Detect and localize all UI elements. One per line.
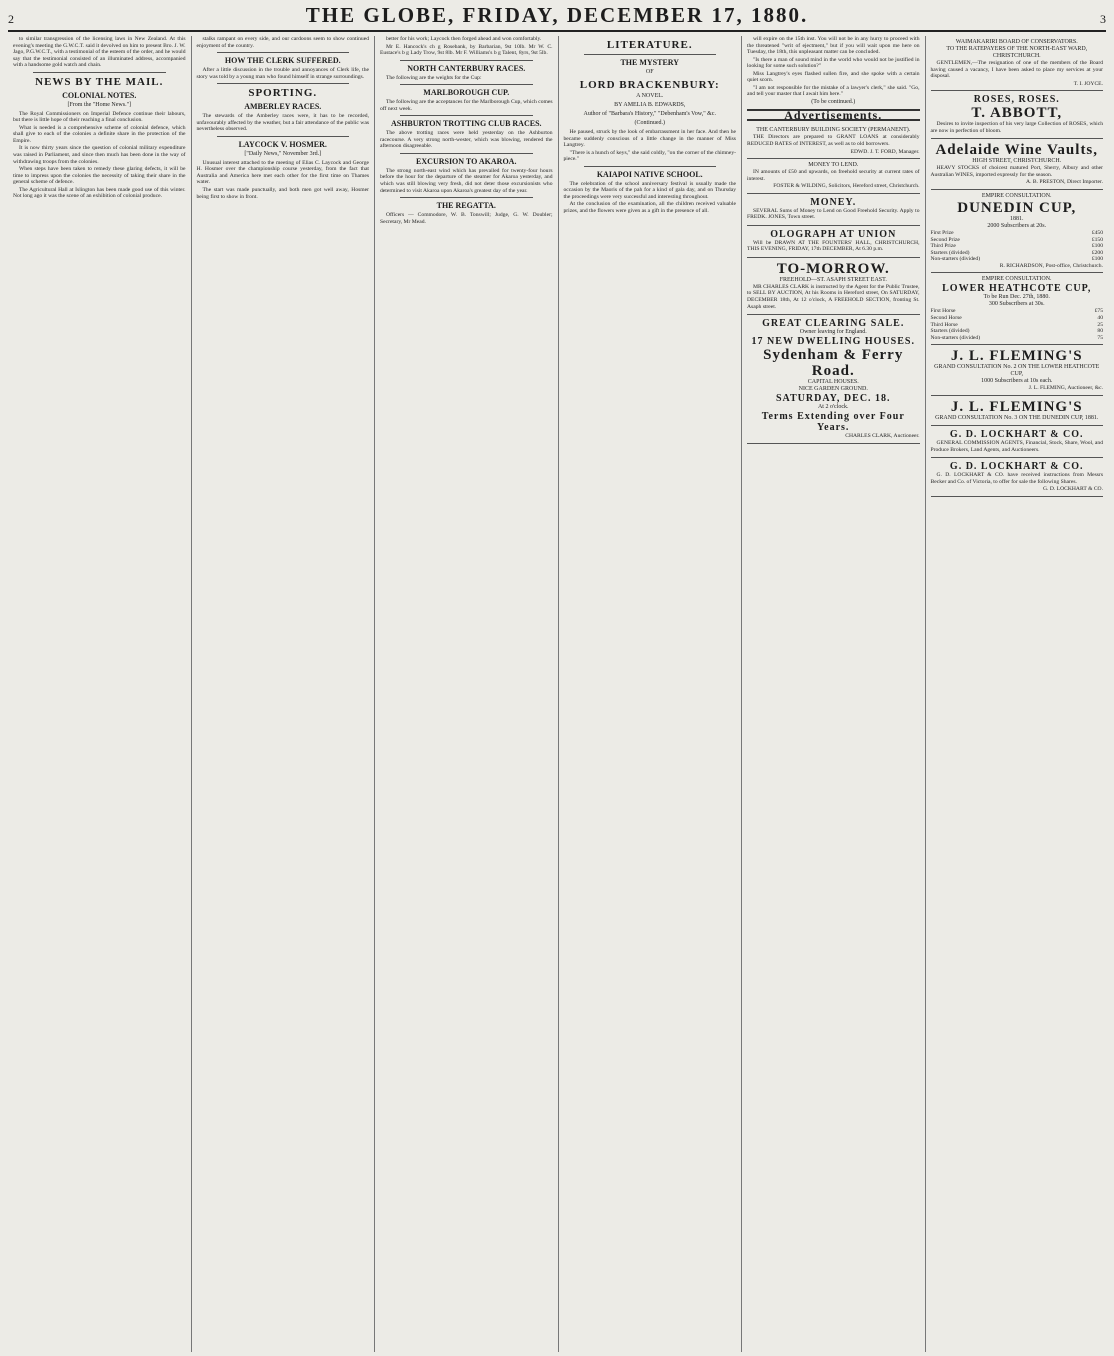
prize-label: First Prize (930, 229, 954, 236)
divider (33, 72, 166, 73)
article-paragraph: will expire on the 15th inst. You will not be in any hurry to proceed with the threatened "writ of ejectment," but if you will wait upon me here on Tuesday, the 18th, this unpleasant matter can be concluded. (747, 36, 920, 56)
divider (400, 60, 533, 61)
prize-value: £100 (1091, 243, 1103, 250)
ad-heading: EMPIRE CONSULTATION. (981, 192, 1052, 199)
ad-heading: Adelaide Wine Vaults, (935, 142, 1099, 159)
divider (217, 52, 350, 53)
prize-row (931, 308, 1104, 315)
prize-label: Non-starters (divided) (930, 256, 981, 263)
ad-signature: FOSTER & WILDING, Solicitors, Hereford street, Christchurch. (773, 183, 920, 190)
prize-value: £450 (1091, 229, 1103, 236)
section-heading: LITERATURE. (606, 39, 693, 51)
article-paragraph: The following are the weights for the Cup: (386, 74, 482, 81)
divider (217, 83, 350, 84)
article-paragraph: The start was made punctually, and both men got well away, Hosmer being first to show in front. (196, 187, 369, 200)
prize-row (931, 237, 1104, 244)
divider (584, 54, 717, 55)
ad-lockhart-1 (931, 426, 1104, 458)
prize-row (931, 243, 1104, 250)
prize-label: Third Horse (930, 321, 958, 328)
prize-row (931, 230, 1104, 237)
ad-tomorrow (747, 258, 920, 315)
ad-heading: MONEY TO LEND. (808, 162, 859, 169)
prize-row (931, 335, 1104, 342)
ad-subheading: FREEHOLD—ST. ASAPH STREET EAST. (779, 276, 887, 283)
article-paragraph: The stewards of the Amberley races were, it has to be recorded, unfavourably affected by the weather, but a fair attendance of the public was nevertheless observed. (196, 113, 369, 133)
ad-fleming-3 (931, 396, 1104, 426)
ad-subheading: 2000 Subscribers at 20s. (987, 222, 1047, 229)
story-continued: (Continued.) (634, 120, 665, 126)
ad-signature: G. D. LOCKHART & CO. (1042, 486, 1103, 493)
article-heading: MARLBOROUGH CUP. (423, 88, 510, 98)
ad-money (747, 194, 920, 226)
ad-subheading: HIGH STREET, CHRISTCHURCH. (972, 158, 1062, 165)
ad-body: G. D. LOCKHART & CO. have received instructions from Messrs Becker and Co. of Victoria, to offer for sale the following Shares. (930, 472, 1103, 485)
ad-body: Desires to invite inspection of his very large Collection of ROSES, which are now in perfection of bloom. (930, 121, 1103, 134)
ad-subheading: 300 Subscribers at 30s. (988, 301, 1045, 308)
ad-title: Sydenham & Ferry Road. (763, 347, 904, 380)
ad-heading: MONEY. (810, 196, 857, 208)
ad-subheading: NICE GARDEN GROUND. (798, 386, 868, 393)
article-heading: COLONIAL NOTES. (62, 90, 137, 100)
article-heading: HOW THE CLERK SUFFERED. (224, 56, 341, 66)
ad-wine-vaults (931, 139, 1104, 190)
ad-signature: J. L. FLEMING, Auctioneer, &c. (1028, 385, 1103, 392)
ad-lockhart-2 (931, 458, 1104, 497)
ad-title: DUNEDIN CUP, (957, 199, 1077, 216)
article-heading: LAYCOCK V. HOSMER. (238, 139, 327, 149)
ad-heading: G. D. LOCKHART & CO. (949, 461, 1084, 473)
ad-year: 1881. (1010, 215, 1024, 222)
prize-value: 40 (1097, 315, 1103, 322)
ad-body: THE Directors are prepared to GRANT LOANS at considerably REDUCED RATES of INTEREST, as well as to old borrowers. (747, 134, 920, 148)
prize-label: Second Prize (930, 236, 960, 243)
ad-subheading: TO THE RATEPAYERS OF THE NORTH-EAST WARD, CHRISTCHURCH. (946, 46, 1088, 59)
ad-date: SATURDAY, DEC. 18. (775, 393, 891, 405)
prize-list (931, 230, 1104, 263)
article-heading: NORTH CANTERBURY RACES. (407, 63, 526, 73)
story-author: BY AMELIA B. EDWARDS, (614, 102, 686, 108)
article-paragraph: When steps have been taken to remedy these glaring defects, it will be time to impress upon the colonies the necessity of taking their share in the general scheme of defence. (13, 166, 186, 186)
article-paragraph: The Agricultural Hall at Islington has been made good use of this winter. Not long ago it was the scene of an exhibition of colonial produce. (13, 186, 186, 200)
ad-signature: CHARLES CLARK, Auctioneer. (845, 433, 920, 440)
ad-subheading: 1000 Subscribers at 10s each. (981, 378, 1053, 385)
advertisements-banner: Advertisements. (747, 109, 920, 122)
article-source: ["Daily News," November 3rd.] (244, 150, 322, 157)
article-paragraph: The Royal Commissioners on Imperial Defence continue their labours, but there is little hope of their reaching a final conclusion. (13, 110, 186, 124)
divider (400, 84, 533, 85)
ad-body: GENERAL COMMISSION AGENTS, Financial, Stock, Share, Wool, and Produce Brokers, Land Agents, and Auctioneers. (930, 439, 1103, 453)
ad-dunedin-cup (931, 190, 1104, 274)
ad-waimakariri (931, 36, 1104, 91)
masthead-title: THE GLOBE, FRIDAY, DECEMBER 17, 1880. (305, 3, 809, 27)
ad-heading: G. D. LOCKHART & CO. (949, 428, 1084, 440)
ad-time: At 2 o'clock. (817, 404, 849, 411)
article-paragraph: The following are the acceptances for the Marlborough Cup, which comes off next week. (380, 99, 553, 112)
ad-feature: 17 NEW DWELLING HOUSES. (751, 336, 915, 348)
divider (584, 166, 717, 167)
column-3 (375, 36, 559, 1352)
prize-value: 80 (1097, 328, 1103, 335)
prize-label: Second Horse (930, 315, 962, 322)
ad-roses (931, 91, 1104, 139)
columns (8, 36, 1108, 1352)
prize-label: Non-starters (divided) (930, 334, 981, 341)
article-paragraph: The strong north-east wind which has prevailed for twenty-four hours before the hour for the departure of the steamer for Akaroa yesterday, and which was still blowing very fresh, did not deter those excursionists who determined to visit Akaroa upon Akaroa's greatest day of the year. (380, 167, 553, 194)
article-heading: AMBERLEY RACES. (244, 102, 322, 112)
article-heading: ASHBURTON TROTTING CLUB RACES. (390, 119, 542, 129)
article-paragraph: Officers — Commodore, W. B. Tonswill; Judge, G. W. Doubler; Secretary, Mr Mead. (380, 212, 553, 225)
ad-body: GENTLEMEN,—The resignation of one of the members of the Board having caused a vacancy, I have been asked to place my services at your disposal. (930, 60, 1103, 80)
prize-row (931, 315, 1104, 322)
ad-building-society (747, 124, 920, 159)
ad-subheading: CAPITAL HOUSES. (807, 379, 859, 386)
article-paragraph: "There is a hunch of keys," she said coldly, "on the corner of the chimney-piece." (563, 149, 736, 163)
article-paragraph: "Is there a man of sound mind in the world who would not be justified in looking for some such solution?" (747, 56, 920, 70)
story-subtitle: A NOVEL. (636, 93, 664, 99)
ad-heading: ROSES, ROSES. (973, 94, 1060, 106)
column-4 (559, 36, 743, 1352)
ad-signature: EDWD. J. T. FORD, Manager. (850, 148, 920, 155)
ad-subheading: To be Run Dec. 27th, 1880. (983, 294, 1050, 301)
story-title: LORD BRACKENBURY: (579, 79, 720, 91)
prize-label: Third Prize (930, 243, 956, 250)
column-1 (8, 36, 192, 1352)
masthead (8, 4, 1106, 32)
masthead-left: 2 (8, 12, 14, 26)
ad-title: T. ABBOTT, (971, 105, 1063, 122)
ad-subheading: Owner leaving for England. (799, 329, 867, 336)
prize-value: £200 (1091, 249, 1103, 256)
ad-heading: TO-MORROW. (776, 260, 890, 277)
prize-label: Starters (divided) (930, 249, 970, 256)
ad-signature: T. I. JOYCE. (1073, 80, 1103, 87)
prize-value: £100 (1091, 256, 1103, 263)
ad-subheading: GRAND CONSULTATION No. 2 ON THE LOWER HEATHCOTE CUP, (934, 364, 1100, 378)
article-heading: THE REGATTA. (436, 201, 496, 211)
ad-fleming-2 (931, 345, 1104, 396)
article-paragraph: The above trotting races were held yesterday on the Ashburton racecourse. A very strong north-wester, which was blowing, rendered the afternoon disagreeable. (380, 130, 553, 150)
article-paragraph: better for his work; Laycock then forged ahead and won comfortably. (386, 36, 542, 42)
ad-heading: EMPIRE CONSULTATION. (981, 276, 1052, 283)
article-paragraph: "I am not responsible for the mistake of a lawyer's clerk," she said. "Go, and tell your master that I await him here." (747, 84, 920, 98)
prize-label: First Horse (930, 308, 956, 315)
divider (400, 153, 533, 154)
divider (217, 136, 350, 137)
prize-label: Starters (divided) (930, 328, 970, 335)
article-paragraph: to similar transgression of the licensing laws in New Zealand. At this evening's meeting the G.W.C.T. said it devolved on him to present Bro. J. W. Jago, P.G.W.C.T., with a testimonial of the esteem of the order, and he would say that the testimonial consisted of an illuminated address, accompanied with a handsome gold watch and chain. (13, 36, 186, 69)
ad-heading: WAIMAKARIRI BOARD OF CONSERVATORS. (955, 39, 1078, 45)
prize-value: £75 (1094, 308, 1103, 315)
divider (400, 115, 533, 116)
prize-value: £150 (1091, 236, 1103, 243)
ad-olograph (747, 226, 920, 258)
article-source: [From the "Home News."] (67, 101, 132, 108)
ad-heading: OLOGRAPH AT UNION (770, 228, 897, 240)
ad-terms: Terms Extending over Four Years. (761, 411, 905, 434)
divider (400, 197, 533, 198)
ad-body: SEVERAL Sums of Money to Lend on Good Freehold Security. Apply to FREDK. JONES, Town street. (747, 207, 920, 221)
prize-value: 75 (1097, 334, 1103, 341)
column-6 (926, 36, 1109, 1352)
story-to-be-continued: (To be continued.) (811, 98, 856, 105)
section-heading: NEWS BY THE MAIL. (35, 75, 164, 88)
ad-heading: J. L. FLEMING'S (950, 348, 1083, 365)
ad-heathcote-cup (931, 273, 1104, 345)
article-paragraph: The celebration of the school anniversary festival is usually made the occasion by the Maoris of the pah for a kind of gala day, and on Thursday the proceedings were very successful and interesting throughout. (563, 180, 736, 200)
article-paragraph: It is now thirty years since the question of colonial military expenditure was raised in Parliament, and since then much has been done in the way of withdrawing troops from the colonies. (13, 145, 186, 165)
prize-row (931, 256, 1104, 263)
ad-body: Will be DRAWN AT THE FOUNTERS' HALL, CHRISTCHURCH, THIS EVENING, FRIDAY, 17th DECEMBER, At 6.30 p.m. (747, 239, 920, 253)
story-title-line: OF (645, 69, 654, 75)
ad-heading: THE CANTERBURY BUILDING SOCIETY (PERMANENT). (756, 127, 911, 134)
article-paragraph: Unusual interest attached to the meeting of Elias C. Laycock and George H. Hosmer over the championship course yesterday, from the fact that Australia and America here met each other for the first time on Thames water. (196, 159, 369, 186)
ad-heading: J. L. FLEMING'S (950, 398, 1083, 415)
ad-body: MR CHARLES CLARK is instructed by the Agent for the Public Trustee, to SELL BY AUCTION, At his Rooms in Hereford street, On SATURDAY, DECEMBER 18th, At 12 o'clock, A FREEHOLD SECTION, fronting St. Asaph street. (747, 283, 920, 310)
story-title-line: THE MYSTERY (620, 58, 680, 67)
ad-body: IN amounts of £50 and upwards, on freehold security at current rates of interest. (747, 169, 920, 182)
prize-row (931, 328, 1104, 335)
ad-subheading: GRAND CONSULTATION No. 3 ON THE DUNEDIN CUP, 1881. (935, 414, 1099, 421)
prize-list (931, 308, 1104, 341)
article-paragraph: He paused, struck by the look of embarrassment in her face. And then he became suddenly conscious of a little change in the manner of Miss Langtrey. (563, 129, 736, 149)
ad-signature: R. RICHARDSON, Post-office, Christchurch. (999, 262, 1103, 269)
section-heading: SPORTING. (248, 87, 318, 100)
article-paragraph: Mr E. Hancock's ch g Rosebank, by Barbarian, 9st 10lb. Mr W. C. Eustace's b g Lady Trow, 9st 8lb. Mr F. Williams's b g Talent, 8yrs, 9st 5lb. (380, 43, 553, 57)
ad-money-to-lend (747, 159, 920, 194)
ad-body: HEAVY STOCKS of choicest matured Port, Sherry, Albury and other Australian WINES, imported expressly for the season. (930, 165, 1103, 178)
column-5 (742, 36, 926, 1352)
article-paragraph: At the conclusion of the examination, all the children received valuable prizes, and the flowers were given as a gift in the presence of all. (563, 201, 736, 214)
article-paragraph: Miss Langtrey's eyes flashed sullen fire, and she spoke with a certain quiet scorn. (747, 70, 920, 84)
article-heading: KAIAPOI NATIVE SCHOOL. (596, 169, 703, 179)
ad-heading: GREAT CLEARING SALE. (762, 318, 905, 330)
ad-signature: A. B. PRESTON, Direct Importer. (1026, 179, 1103, 186)
story-author-credits: Author of "Barbara's History," "Debenham's Vow," &c. (583, 111, 716, 117)
column-2 (192, 36, 376, 1352)
ad-clearing-sale (747, 315, 920, 444)
ad-title: LOWER HEATHCOTE CUP, (942, 283, 1092, 295)
article-heading: EXCURSION TO AKAROA. (416, 156, 517, 166)
masthead-right: 3 (1100, 12, 1106, 26)
prize-value: 25 (1097, 321, 1103, 328)
article-paragraph: What is needed is a comprehensive scheme of colonial defence, which shall give to each of the colonies a definite share in the protection of the Empire. (13, 124, 186, 144)
article-paragraph: After a little discussion in the trouble and annoyances of Clerk life, the story was told by a young man who found himself in strange surroundings. (196, 67, 369, 80)
article-paragraph: stalks rampant on every side, and our cardoons seem to show continued enjoyment of the country. (196, 36, 369, 49)
